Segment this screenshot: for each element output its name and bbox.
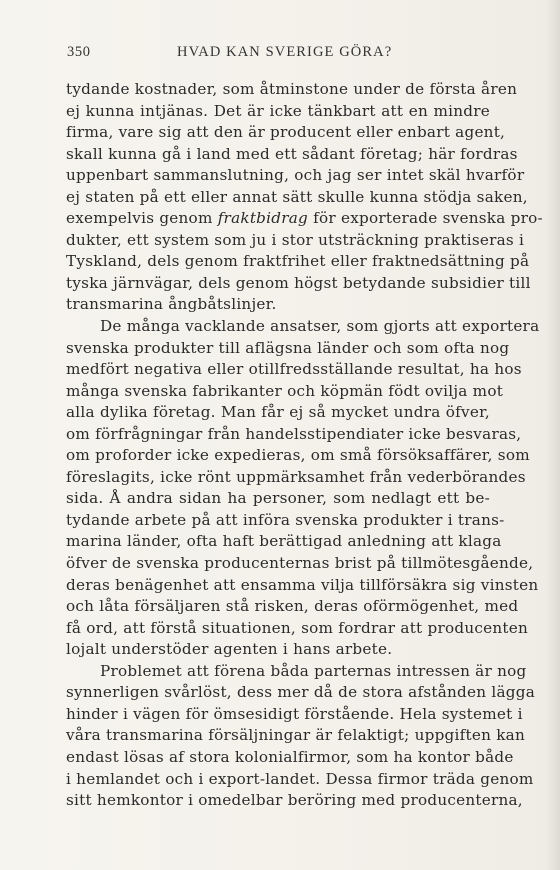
text-line: tyska järnvägar, dels genom högst betydande subsidier till bbox=[66, 273, 531, 292]
text-line-paragraph-start: Problemet att förena båda parternas intressen är nog bbox=[100, 661, 527, 680]
text-line: ej kunna intjänas. Det är icke tänkbart att en mindre bbox=[66, 101, 490, 120]
text-line: hinder i vägen för ömsesidigt förstående. Hela systemet i bbox=[66, 704, 523, 723]
text-line: firma, vare sig att den är producent eller enbart agent, bbox=[66, 123, 506, 142]
page-header bbox=[67, 44, 487, 64]
text-line: sida. Å andra sidan ha personer, som nedlagt ett be- bbox=[66, 489, 490, 508]
text-line: synnerligen svårlöst, dess mer då de stora afstånden lägga bbox=[66, 683, 536, 702]
text-line: dukter, ett system som ju i stor utsträckning praktiseras i bbox=[66, 230, 525, 249]
text-line: tydande kostnader, som åtminstone under de första åren bbox=[66, 80, 518, 98]
text-line: marina länder, ofta haft berättigad anledning att klaga bbox=[66, 532, 502, 551]
text-line: sitt hemkontor i omedelbar beröring med producenterna, bbox=[66, 791, 523, 810]
text-line: endast lösas af stora kolonialfirmor, som ha kontor både bbox=[66, 747, 514, 766]
text-line: medfört negativa eller otillfredsställande resultat, ha hos bbox=[66, 360, 522, 379]
text-line-with-italic bbox=[66, 208, 543, 230]
page-number: 350 bbox=[67, 44, 91, 60]
text-line: och låta försäljaren stå risken, deras oförmögenhet, med bbox=[66, 597, 519, 616]
text-line: uppenbart sammanslutning, och jag ser intet skäl hvarför bbox=[66, 166, 525, 185]
text-line: föreslagits, icke rönt uppmärksamhet från vederbörandes bbox=[66, 467, 526, 486]
text-fragment: exempelvis genom bbox=[66, 209, 213, 228]
text-line: tydande arbete på att införa svenska produkter i trans- bbox=[66, 510, 505, 529]
text-line: svenska produkter till aflägsna länder och som ofta nog bbox=[66, 338, 510, 357]
running-title: HVAD KAN SVERIGE GÖRA? bbox=[177, 44, 393, 60]
page-edge-shadow bbox=[546, 0, 560, 870]
text-line: transmarina ångbåtslinjer. bbox=[66, 295, 277, 314]
italic-term: fraktbidrag bbox=[217, 209, 309, 228]
text-line: deras benägenhet att ensamma vilja tillförsäkra sig vinsten bbox=[66, 575, 539, 594]
text-fragment: för exporterade svenska pro- bbox=[313, 209, 543, 228]
text-line: Tyskland, dels genom fraktfrihet eller fraktnedsättning på bbox=[66, 252, 530, 271]
text-line: i hemlandet och i export-landet. Dessa firmor träda genom bbox=[66, 769, 534, 788]
text-line: många svenska fabrikanter och köpmän födt ovilja mot bbox=[66, 381, 504, 400]
text-line: alla dylika företag. Man får ej så mycket undra öfver, bbox=[66, 403, 490, 422]
text-line: våra transmarina försäljningar är felaktigt; uppgiften kan bbox=[66, 726, 525, 745]
text-line: lojalt understöder agenten i hans arbete. bbox=[66, 640, 393, 659]
text-line: få ord, att förstå situationen, som fordrar att producenten bbox=[66, 618, 529, 637]
text-line: ej staten på ett eller annat sätt skulle kunna stödja saken, bbox=[66, 187, 528, 206]
text-line: om förfrågningar från handelsstipendiater icke besvaras, bbox=[66, 424, 522, 443]
text-line: skall kunna gå i land med ett sådant företag; här fordras bbox=[66, 144, 518, 163]
text-line-paragraph-start: De många vacklande ansatser, som gjorts att exportera bbox=[100, 317, 540, 336]
text-line: om proforder icke expedieras, om små försöksaffärer, som bbox=[66, 446, 530, 465]
text-line: öfver de svenska producenternas brist på tillmötesgående, bbox=[66, 554, 534, 573]
body-text bbox=[66, 79, 543, 812]
